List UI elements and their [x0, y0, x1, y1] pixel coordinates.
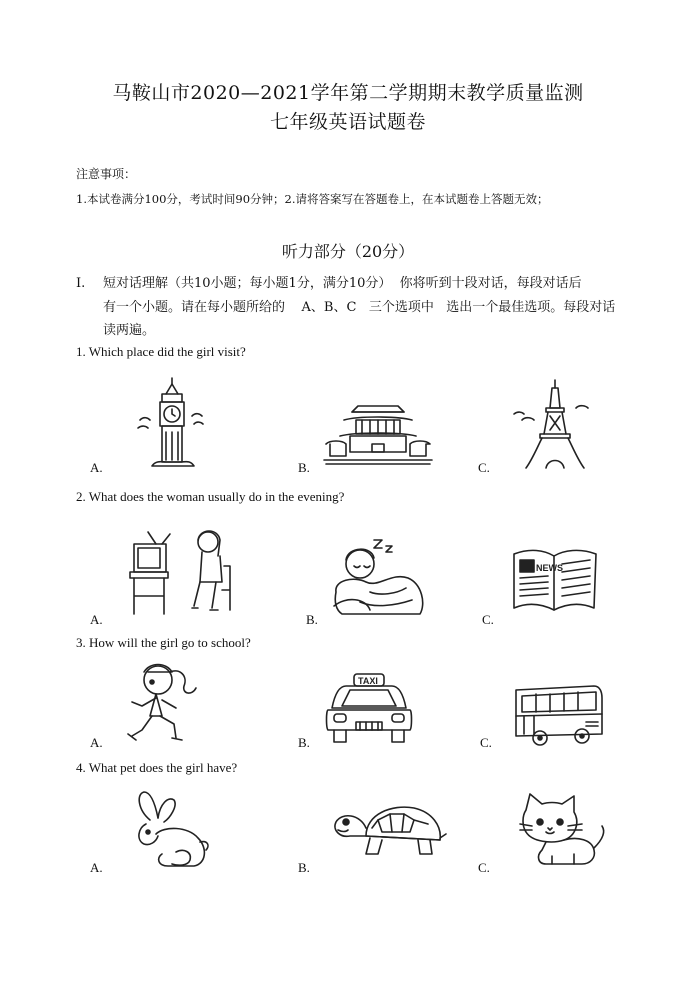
eiffel-tower-icon [512, 378, 598, 470]
sleeping-girl-icon [330, 536, 428, 620]
question-3: 3. How will the girl go to school? [76, 635, 251, 650]
chinese-palace-icon [322, 402, 434, 468]
notice-text: 1.本试卷满分100分，考试时间90分钟；2.请将答案写在答题卷上，在本试题卷上答题无效； [76, 192, 549, 206]
taxi-icon [324, 670, 414, 746]
q4-option-a-label: A. [90, 860, 103, 875]
q2-option-a-label: A. [90, 612, 103, 627]
part-numeral: Ⅰ. [76, 276, 86, 291]
taxi-sign-text: TAXI [358, 676, 378, 686]
exam-title: 马鞍山市2020—2021学年第二学期期末教学质量监测 [112, 82, 584, 104]
news-label: NEWS [536, 563, 563, 573]
part-instruction-line3: 读两遍。 [103, 323, 156, 338]
q2-option-c-label: C. [482, 612, 494, 627]
part-instruction-line2: 有一个小题。请在每小题所给的 A、B、C 三个选项中 选出一个最佳选项。每段对话 [103, 300, 616, 315]
q2-option-b-label: B. [306, 612, 318, 627]
part-instruction-line1: 短对话理解（共10小题；每小题1分，满分10分） 你将听到十段对话，每段对话后 [103, 276, 582, 291]
woman-watching-tv-icon [126, 526, 238, 618]
question-2: 2. What does the woman usually do in the evening? [76, 489, 345, 504]
section-title: 听力部分（20分） [281, 242, 415, 261]
q4-option-c-label: C. [478, 860, 490, 875]
bus-icon [512, 682, 604, 748]
q1-option-a-label: A. [90, 460, 103, 475]
q1-option-b-label: B. [298, 460, 310, 475]
q3-option-c-label: C. [480, 735, 492, 750]
rabbit-icon [128, 790, 212, 870]
exam-subtitle: 七年级英语试题卷 [269, 111, 426, 133]
q4-option-b-label: B. [298, 860, 310, 875]
turtle-icon [330, 800, 446, 862]
running-girl-icon [122, 658, 206, 746]
question-1: 1. Which place did the girl visit? [76, 344, 246, 359]
question-4: 4. What pet does the girl have? [76, 760, 238, 775]
big-ben-icon [136, 376, 208, 470]
notice-heading: 注意事项： [76, 167, 137, 181]
q1-option-c-label: C. [478, 460, 490, 475]
newspaper-icon [510, 544, 600, 616]
cat-icon [516, 792, 608, 868]
q3-option-a-label: A. [90, 735, 103, 750]
q3-option-b-label: B. [298, 735, 310, 750]
